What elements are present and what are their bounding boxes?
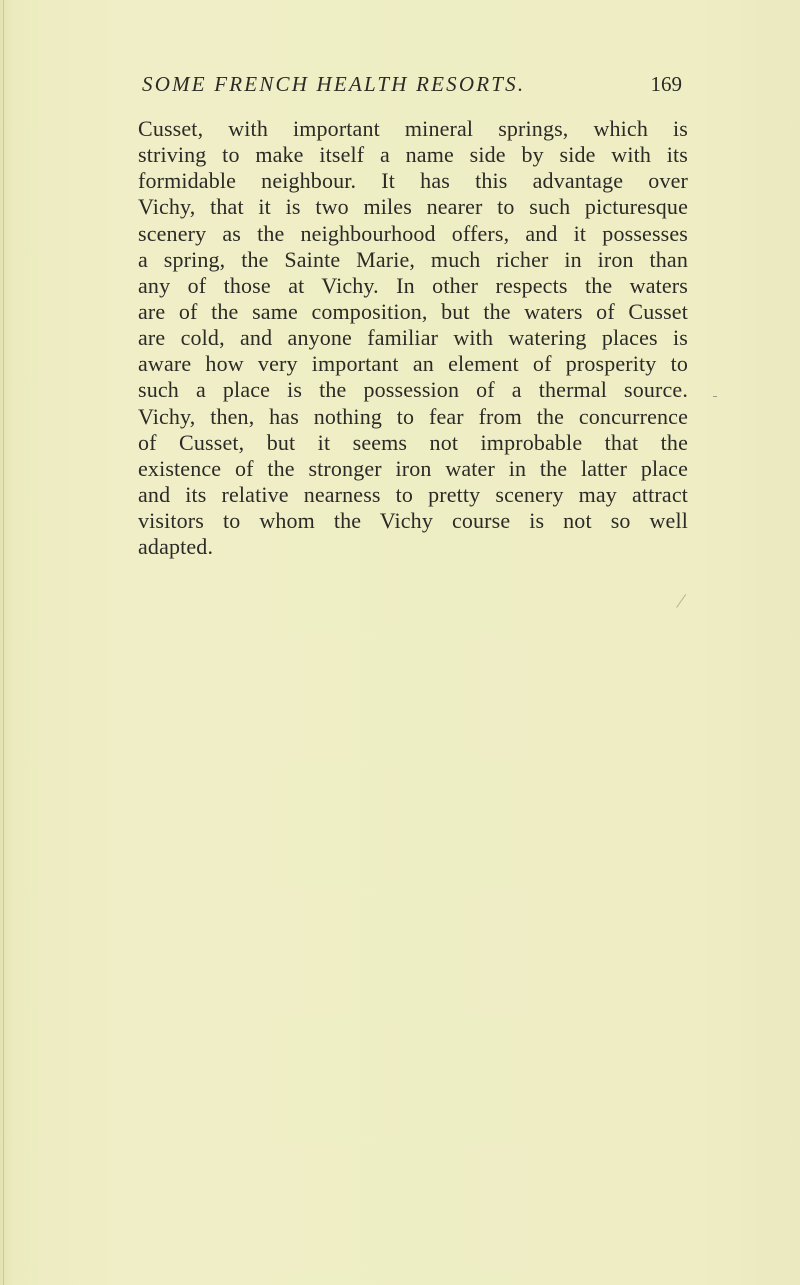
text-line: adapted.: [138, 534, 214, 560]
text-line: striving to make itself a name side by side with its: [138, 142, 688, 168]
text-line: existence of the stronger iron water in the latter place: [138, 455, 688, 481]
page-gutter: [3, 0, 4, 1285]
text-line: aware how very important an element of prosperity to: [138, 351, 688, 377]
body-text: [138, 116, 688, 560]
text-line: are of the same composition, but the waters of Cusset: [138, 298, 688, 324]
running-head: [142, 72, 682, 108]
text-line: a spring, the Sainte Marie, much richer in iron than: [138, 246, 688, 272]
pencil-mark: [676, 594, 692, 612]
text-line: formidable neighbour. It has this advantage over: [138, 168, 688, 194]
text-line: visitors to whom the Vichy course is not so well: [138, 508, 688, 534]
text-line: Vichy, then, has nothing to fear from the concurrence: [138, 403, 688, 429]
ink-speck: [713, 396, 717, 397]
text-line: are cold, and anyone familiar with watering places is: [138, 325, 688, 351]
page-number: 169: [650, 72, 682, 96]
text-line: of Cusset, but it seems not improbable that the: [138, 429, 688, 455]
text-line: such a place is the possession of a thermal source.: [138, 377, 688, 403]
text-line: any of those at Vichy. In other respects the waters: [138, 272, 688, 298]
text-line: Cusset, with important mineral springs, which is: [138, 116, 688, 141]
running-title: SOME FRENCH HEALTH RESORTS.: [142, 72, 526, 96]
text-line: Vichy, that it is two miles nearer to such picturesque: [138, 194, 688, 220]
text-line: scenery as the neighbourhood offers, and it possesses: [138, 220, 688, 246]
text-line: and its relative nearness to pretty scenery may attract: [138, 481, 688, 507]
